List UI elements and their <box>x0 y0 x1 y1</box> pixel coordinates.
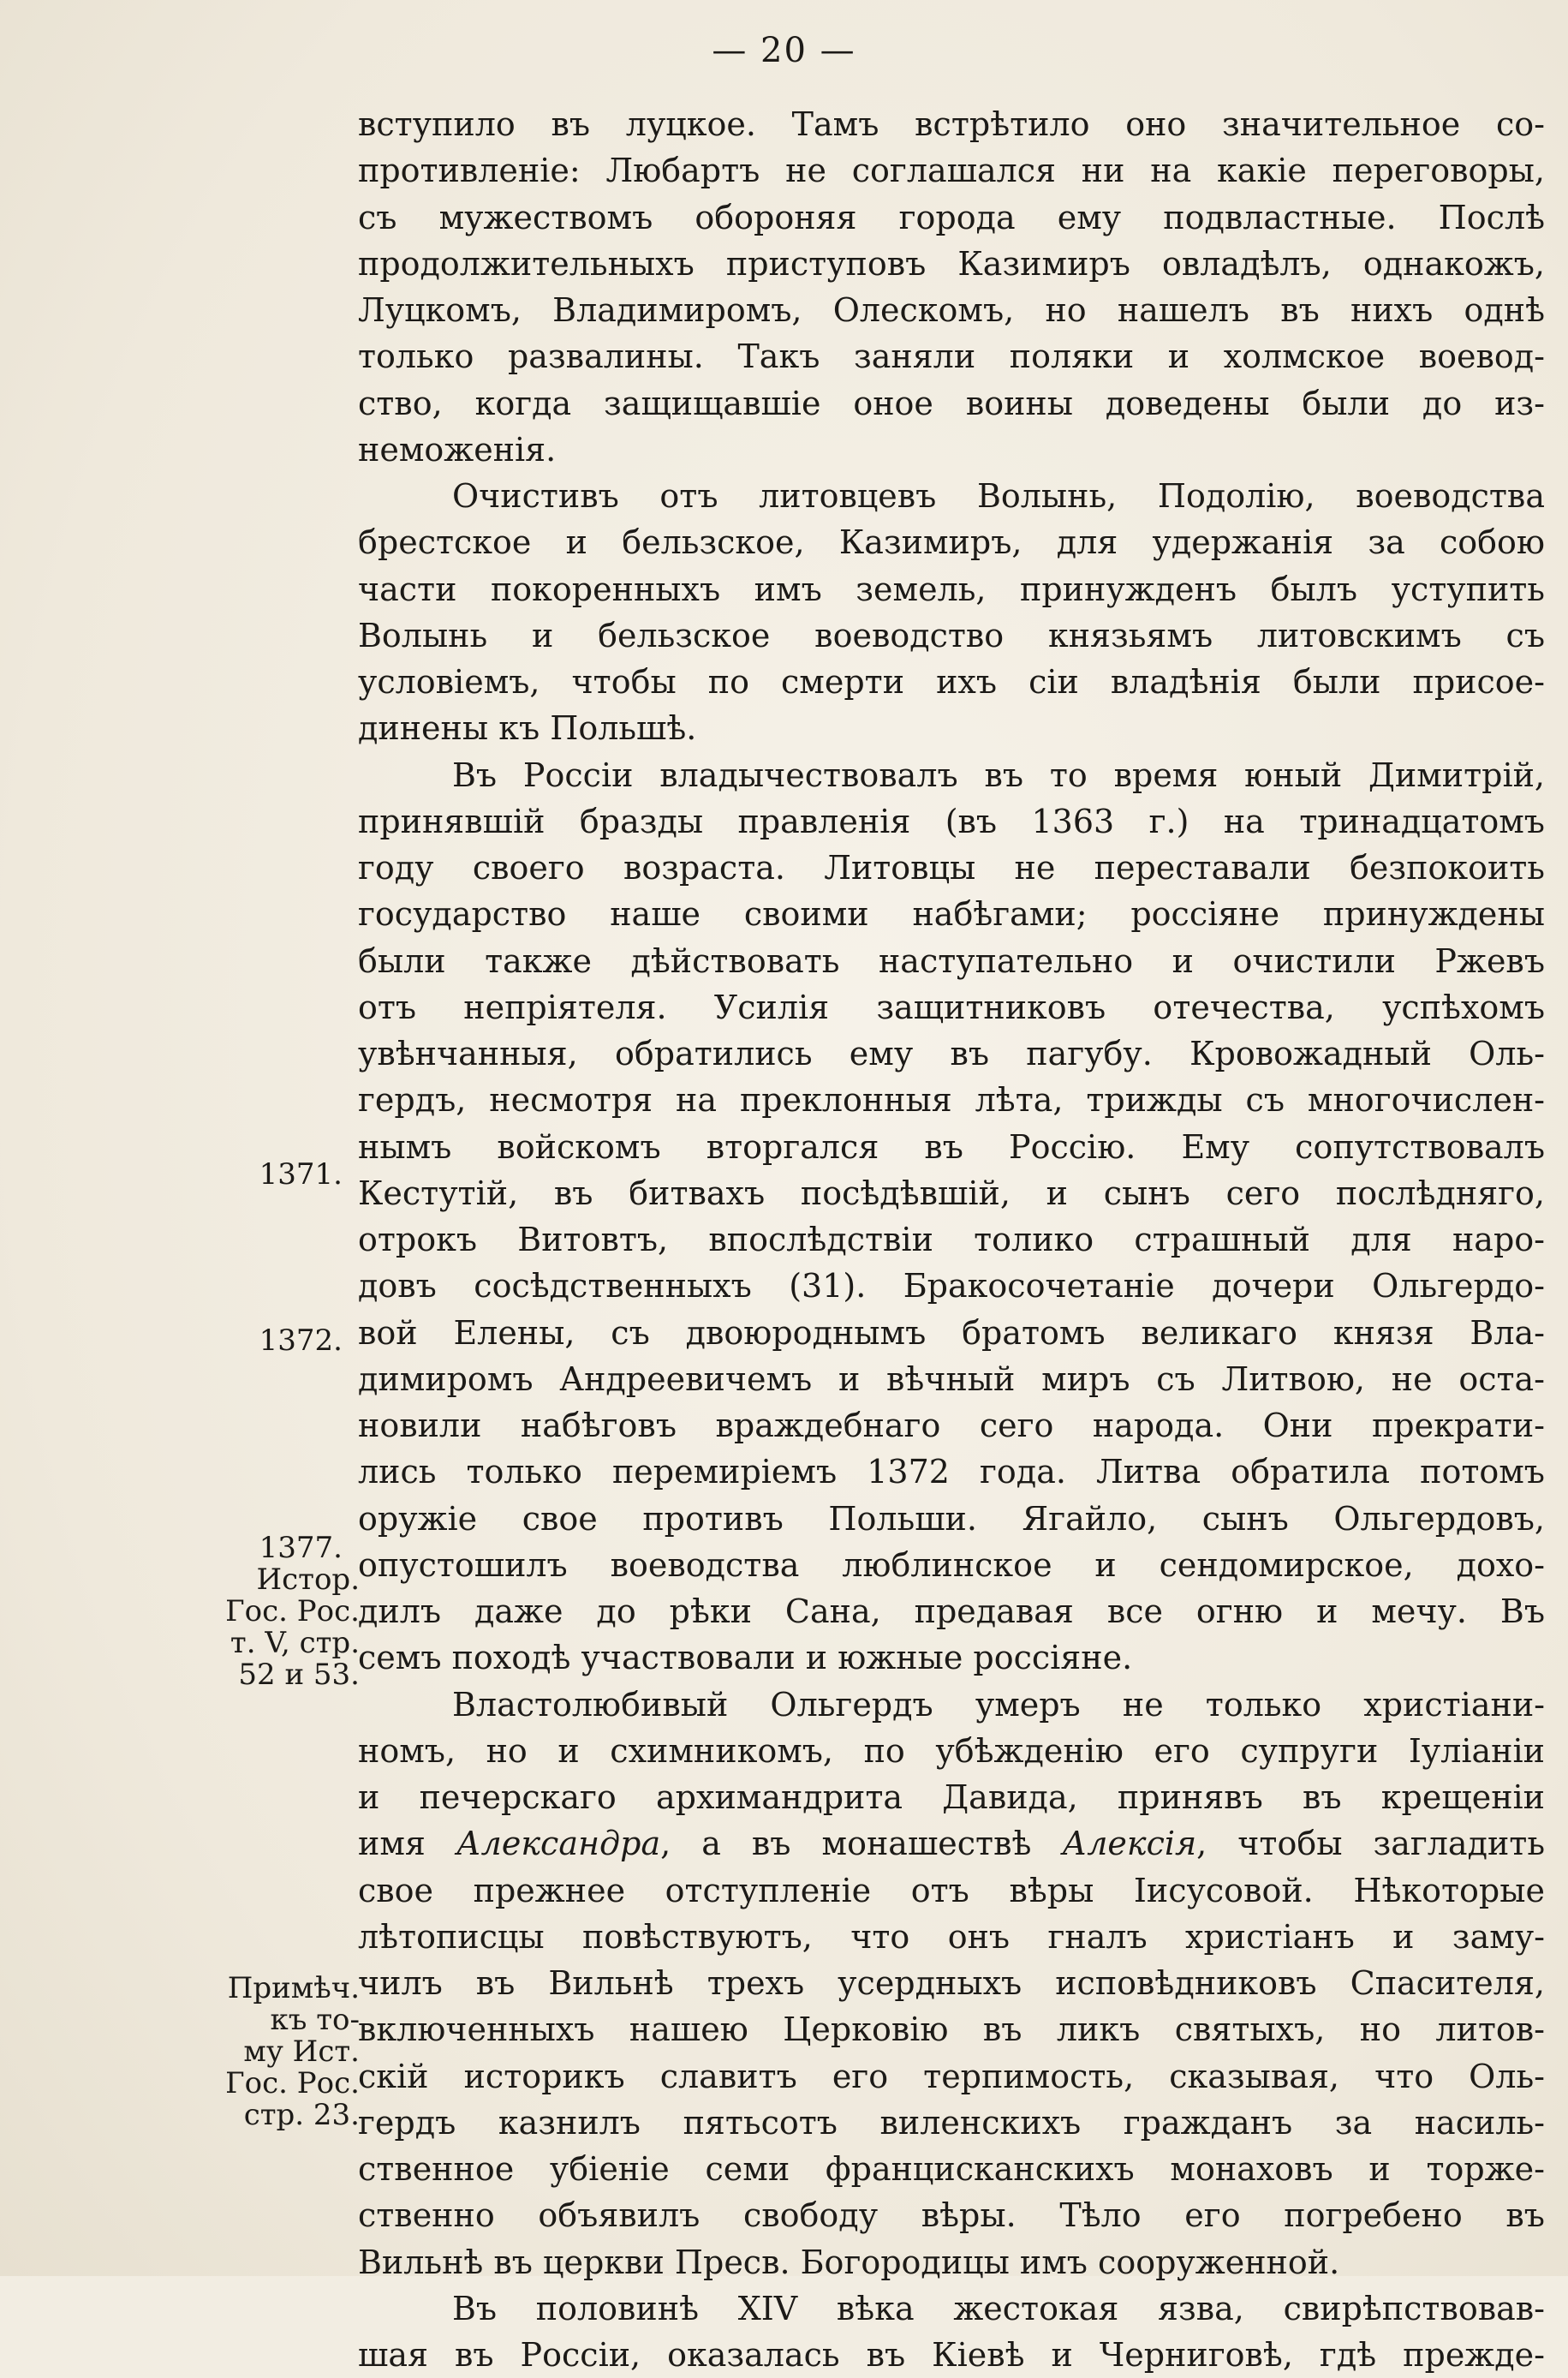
margin-year-text: 1377. <box>259 1531 343 1565</box>
margin-ref-line: Истор. <box>256 1562 360 1597</box>
text-line: номъ, но и схимникомъ, по убѣжденію его супруги Іуліаніи <box>358 1731 1545 1770</box>
margin-ref-line: Примѣч. <box>227 1971 360 2005</box>
text-line: включенныхъ нашею Церковію въ ликъ святыхъ, но литов- <box>358 2011 1545 2049</box>
text-line: ство, когда защищавшіе оное воины доведены были до из- <box>358 384 1545 422</box>
margin-ref-line: стр. 23. <box>243 2098 360 2132</box>
text-line: новили набѣговъ враждебнаго сего народа. Они прекрати- <box>358 1407 1545 1444</box>
text-line: ственное убіеніе семи францисканскихъ монаховъ и торже- <box>358 2150 1545 2188</box>
text-line: брестское и бельзское, Казимиръ, для удержанія за собою <box>358 523 1545 562</box>
text-line: отъ непріятеля. Усилія защитниковъ отечества, успѣхомъ <box>358 988 1545 1026</box>
text-fragment: , чтобы загладить <box>1196 1825 1546 1863</box>
margin-ref-line: му Ист. <box>243 2034 360 2069</box>
text-line: Въ половинѣ XIV вѣка жестокая язва, свирѣпствовав- <box>452 2289 1545 2327</box>
text-line: гердъ казнилъ пятьсотъ виленскихъ гражданъ за насиль- <box>358 2103 1545 2142</box>
text-line: нымъ войскомъ вторгался въ Россію. Ему сопутствовалъ <box>358 1127 1545 1166</box>
margin-ref-line: т. V, стр. <box>230 1626 360 1660</box>
text-line: дилъ даже до рѣки Сана, предавая все огню и мечу. Въ <box>358 1592 1545 1630</box>
text-line: Властолюбивый Ольгердъ умеръ не только христiани- <box>452 1685 1545 1724</box>
margin-year-text: 1372. <box>259 1323 343 1358</box>
text-line: лись только перемиріемъ 1372 года. Литва обратила потомъ <box>358 1453 1545 1491</box>
margin-year-1377 <box>163 1533 343 1564</box>
text-line: шая въ Россіи, оказалась въ Кіевѣ и Черниговѣ, гдѣ прежде- <box>358 2336 1545 2374</box>
text-line: довъ сосѣдственныхъ (31). Бракосочетаніе дочери Ольгердо- <box>358 1267 1545 1306</box>
text-line: вступило въ луцкое. Тамъ встрѣтило оно значительное со- <box>358 105 1545 143</box>
text-line: димиромъ Андреевичемъ и вѣчный миръ съ Литвою, не оста- <box>358 1359 1545 1398</box>
text-line: ственно объявилъ свободу вѣры. Тѣло его погребено въ <box>358 2196 1545 2235</box>
margin-ref-line: къ то- <box>270 2003 360 2037</box>
text-line: динены къ Польшѣ. <box>358 709 697 748</box>
text-line: принявшій бразды правленія (въ 1363 г.) на тринадцатомъ <box>358 802 1545 840</box>
italic-name-aleksandr: Александра <box>456 1825 661 1863</box>
text-line: оружіе свое противъ Польши. Ягайло, сынъ Ольгердовъ, <box>358 1499 1545 1538</box>
text-line: Луцкомъ, Владимиромъ, Олескомъ, но нашелъ въ нихъ однѣ <box>358 291 1545 329</box>
text-fragment: имя <box>358 1825 456 1863</box>
text-line: свое прежнее отступленіе отъ вѣры Іисусовой. Нѣкоторые <box>358 1871 1545 1909</box>
text-line: Кестутій, въ битвахъ посѣдѣвшій, и сынъ сего послѣдняго, <box>358 1174 1545 1212</box>
main-text <box>358 101 1545 2378</box>
text-line: опустошилъ воеводства люблинское и сендомирское, дохо- <box>358 1545 1545 1584</box>
margin-year-1372 <box>163 1325 343 1357</box>
text-line: противленіе: Любартъ не соглашался ни на какіе переговоры, <box>358 152 1545 190</box>
text-line: Волынь и бельзское воеводство князьямъ литовскимъ съ <box>358 616 1545 654</box>
text-line: Очистивъ отъ литовцевъ Волынь, Подолію, воеводства <box>452 477 1545 515</box>
margin-ref-history <box>180 1564 360 1691</box>
margin-ref-line: Гос. Рос. <box>225 1594 360 1628</box>
text-line: условіемъ, чтобы по смерти ихъ сіи владѣнія были присое- <box>358 663 1545 701</box>
text-line: съ мужествомъ обороняя города ему подвластные. Послѣ <box>358 198 1545 236</box>
text-line: отрокъ Витовтъ, впослѣдствіи толико страшный для наро- <box>358 1221 1545 1258</box>
margin-year-text: 1371. <box>259 1157 343 1192</box>
text-line: лѣтописцы повѣствуютъ, что онъ гналъ христіанъ и заму- <box>358 1917 1545 1956</box>
text-line: увѣнчанныя, обратились ему въ пагубу. Кровожадный Оль- <box>358 1035 1545 1072</box>
text-line: году своего возраста. Литовцы не переставали безпокоить <box>358 849 1545 887</box>
text-fragment: , а въ монашествѣ <box>660 1825 1063 1863</box>
margin-ref-line: 52 и 53. <box>238 1658 360 1692</box>
text-line: только развалины. Такъ заняли поляки и холмское воевод- <box>358 338 1545 376</box>
text-line: скій историкъ славитъ его терпимость, сказывая, что Оль- <box>358 2057 1545 2095</box>
text-line: чилъ въ Вильнѣ трехъ усердныхъ исповѣдниковъ Спасителя, <box>358 1964 1545 2002</box>
text-line: продолжительныхъ приступовъ Казимиръ овладѣлъ, однакожъ, <box>358 244 1545 283</box>
text-line: семъ походѣ участвовали и южные россіяне. <box>358 1639 1133 1677</box>
text-line: Вильнѣ въ церкви Пресв. Богородицы имъ сооруженной. <box>358 2243 1340 2281</box>
text-line: части покоренныхъ имъ земель, принужденъ былъ уступить <box>358 570 1545 608</box>
text-line-with-italics <box>358 1820 1545 1867</box>
margin-year-1371 <box>163 1159 343 1191</box>
margin-ref-line: Гос. Рос. <box>225 2066 360 2100</box>
text-line: Въ Россіи владычествовалъ въ то время юный Димитрій, <box>452 756 1545 794</box>
text-line: гердъ, несмотря на преклонныя лѣта, трижды съ многочислен- <box>358 1081 1545 1120</box>
page-number: — 20 — <box>712 31 856 70</box>
italic-name-aleksiy: Алексія <box>1062 1825 1197 1863</box>
text-line: вой Елены, съ двоюроднымъ братомъ великаго князя Вла- <box>358 1313 1545 1352</box>
text-line: неможенія. <box>358 430 557 469</box>
text-line: были также дѣйствовать наступательно и очистили Ржевъ <box>358 941 1545 980</box>
text-line: и печерскаго архимандрита Давида, принявъ въ крещеніи <box>358 1778 1545 1816</box>
margin-ref-notes <box>180 1973 360 2131</box>
text-line: государство наше своими набѣгами; россіяне принуждены <box>358 895 1545 934</box>
